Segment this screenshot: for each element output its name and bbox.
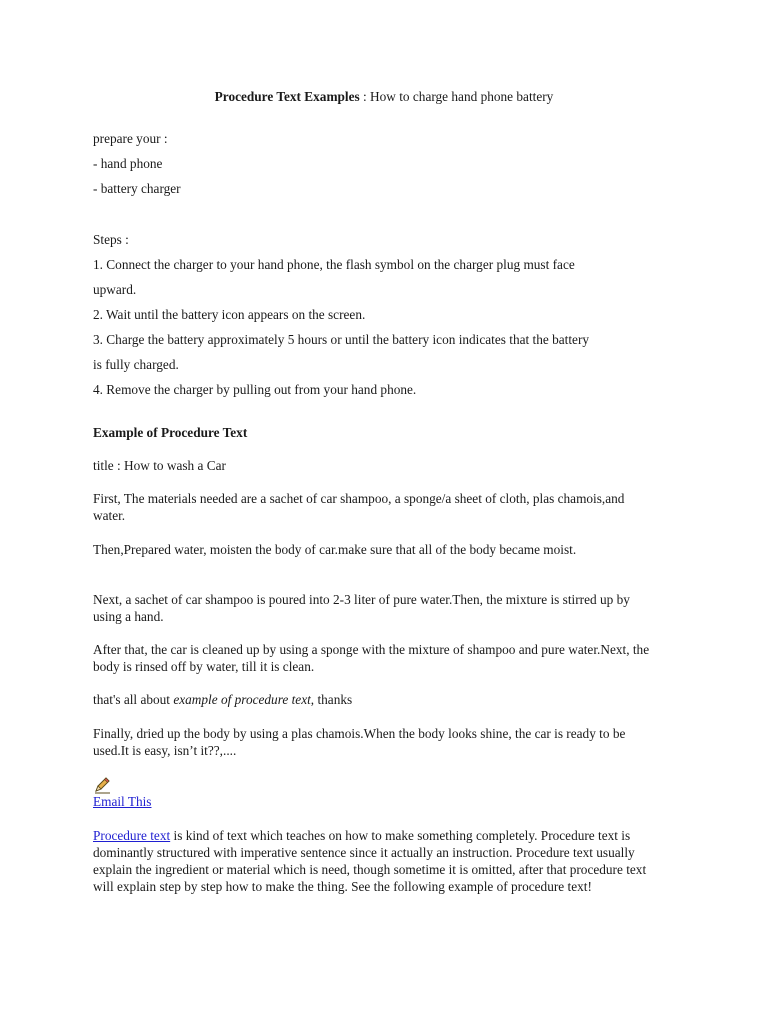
pencil-icon[interactable] (93, 776, 111, 794)
footer-text: is kind of text which teaches on how to make something completely. Procedure text is dominantly structured with imperative sentence since it actually an instruction. Procedure text usually explain the ingredient or material which is need, though sometime it is omitted, after that procedure text will explain step by step how to make the thing. See the following example of procedure text! (93, 828, 647, 894)
title-bold: Procedure Text Examples (214, 89, 360, 104)
example-paragraph-1: First, The materials needed are a sachet of car shampoo, a sponge/a sheet of cloth, plas chamois,and water. (93, 491, 625, 523)
footer-paragraph (93, 827, 658, 895)
thanks-post: , thanks (310, 692, 353, 707)
step-line: 3. Charge the battery approximately 5 hours or until the battery icon indicates that the battery (93, 332, 590, 347)
prepare-heading: prepare your : (93, 131, 168, 146)
procedure-text-link[interactable]: Procedure text (93, 828, 171, 843)
example-paragraph-2: Then,Prepared water, moisten the body of car.make sure that all of the body became moist. (93, 542, 577, 557)
example-paragraph-5: Finally, dried up the body by using a plas chamois.When the body looks shine, the car is ready to be used.It is easy, isn’t it??,.... (93, 726, 626, 758)
document-title (0, 88, 768, 106)
title-rest: : How to charge hand phone battery (359, 89, 554, 104)
steps-heading: Steps : (93, 232, 129, 247)
prepare-section (93, 126, 678, 201)
example-heading: Example of Procedure Text (93, 425, 248, 440)
thanks-italic: example of procedure text (173, 692, 311, 707)
prepare-item: - battery charger (93, 181, 181, 196)
steps-section (93, 227, 678, 402)
thanks-line (93, 691, 678, 708)
example-paragraph-3: Next, a sachet of car shampoo is poured into 2-3 liter of pure water.Then, the mixture is stirred up by using a hand. (93, 592, 630, 624)
step-line: 4. Remove the charger by pulling out from your hand phone. (93, 382, 417, 397)
example-paragraph-4: After that, the car is cleaned up by using a sponge with the mixture of shampoo and pure water.Next, the body is rinsed off by water, till it is clean. (93, 642, 650, 674)
step-line: 1. Connect the charger to your hand phone, the flash symbol on the charger plug must face (93, 257, 575, 272)
step-line: is fully charged. (93, 357, 179, 372)
thanks-pre: that's all about (93, 692, 174, 707)
email-link-row (93, 793, 678, 810)
step-line: upward. (93, 282, 137, 297)
email-this-link[interactable]: Email This (93, 794, 152, 809)
step-line: 2. Wait until the battery icon appears on the screen. (93, 307, 366, 322)
example-title-line: title : How to wash a Car (93, 458, 226, 473)
prepare-item: - hand phone (93, 156, 163, 171)
